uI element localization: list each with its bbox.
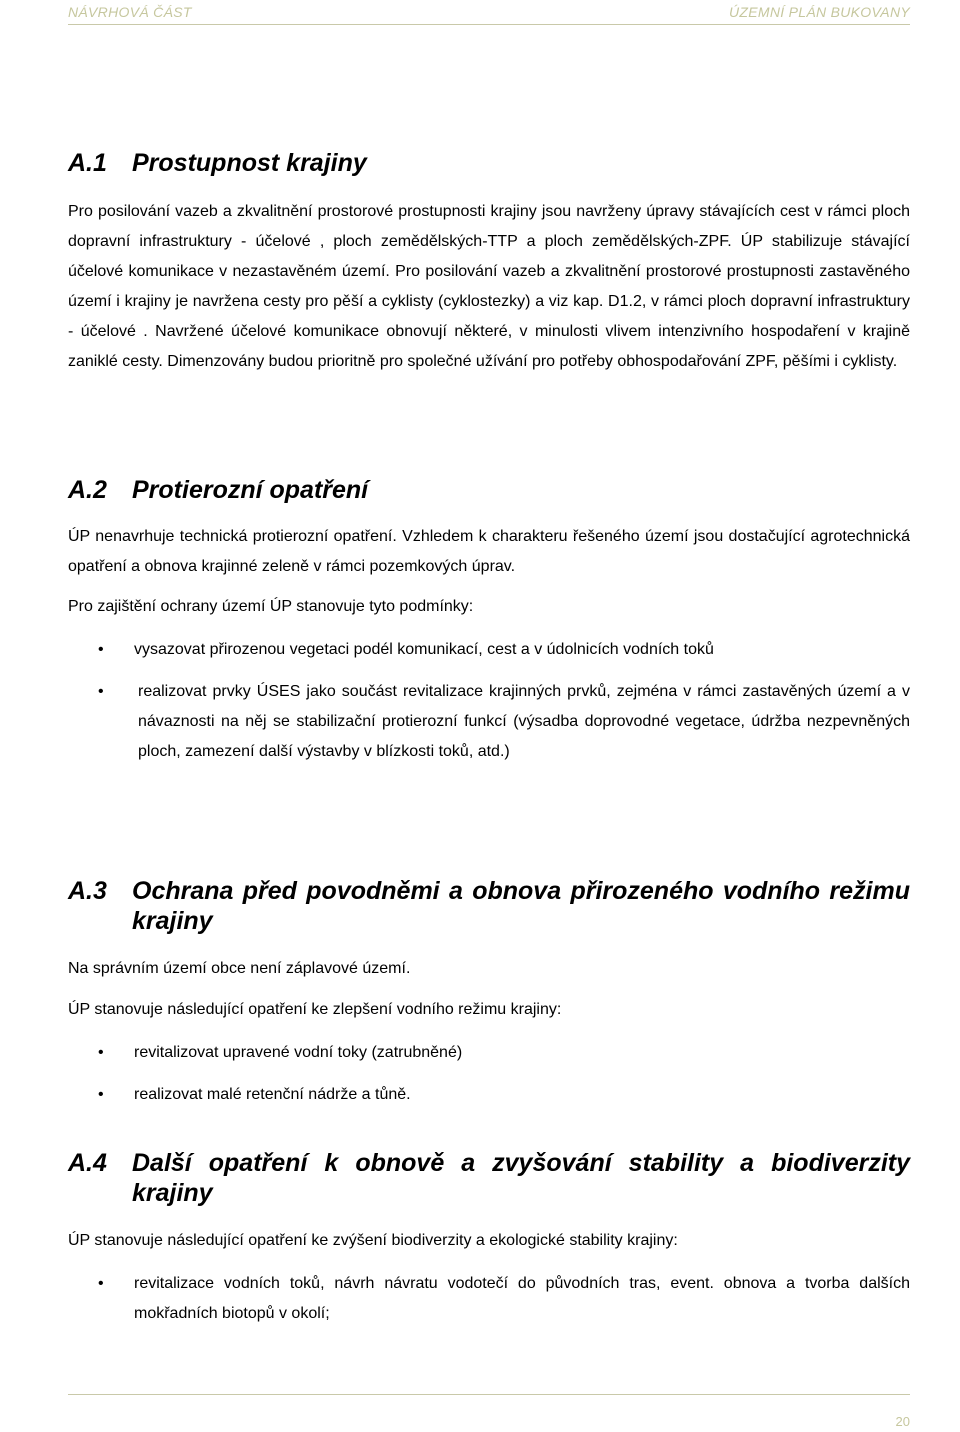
list-item-text: revitalizovat upravené vodní toky (zatrubněné) [134, 1044, 463, 1061]
section-heading-a3 [68, 876, 910, 936]
bullet-icon: • [98, 641, 104, 658]
section-heading-a4 [68, 1148, 910, 1208]
section-number: A.4 [68, 1149, 107, 1177]
page-header [68, 2, 910, 25]
section-heading-a1 [68, 148, 910, 178]
list-item-text: realizovat prvky ÚSES jako součást revitalizace krajinných prvků, zejména v rámci zastavěných území a v návaznosti na něj se stabilizační protierozní funkcí (výsadba doprovodné vegetace, údržba nezpevněných ploch, zamezení další výstavby v blízkosti toků, atd.) [138, 683, 910, 760]
list-item [68, 1080, 910, 1110]
bullet-icon: • [98, 1044, 104, 1061]
section-a3-paragraph-1: Na správním území obce není záplavové území. [68, 960, 411, 977]
footer-divider [68, 1394, 910, 1395]
list-item-text: realizovat malé retenční nádrže a tůně. [134, 1086, 411, 1103]
list-item [68, 1038, 910, 1068]
list-item [68, 635, 910, 665]
list-item-text: vysazovat přirozenou vegetaci podél komunikací, cest a v údolnicích vodních toků [134, 641, 714, 658]
list-item [68, 677, 910, 767]
section-a1-paragraph: Pro posilování vazeb a zkvalitnění prostorové prostupnosti krajiny jsou navrženy úpravy stávajících cest v rámci ploch dopravní infrastruktury - účelové , ploch zemědělských-TTP a ploch zemědělských-ZPF. ÚP stabilizuje stávající účelové komunikace v nezastavěném území. Pro posilování vazeb a zkvalitnění prostorové prostupnosti zastavěného území i krajiny je navržena cesty pro pěší a cyklisty (cyklostezky) a viz kap. D1.2, v rámci ploch dopravní infrastruktury - účelové . Navržené účelové komunikace obnovují některé, v minulosti vlivem intenzivního hospodaření v krajině zaniklé cesty. Dimenzovány budou prioritně pro společné užívání pro potřeby obhospodařování ZPF, pěšími i cyklisty. [68, 203, 910, 370]
bullet-icon: • [98, 1275, 104, 1292]
list-item [68, 1269, 910, 1329]
page-number: 20 [895, 1414, 910, 1429]
bullet-icon: • [98, 1086, 104, 1103]
section-number: A.3 [68, 877, 107, 905]
list-item-text: revitalizace vodních toků, návrh návratu vodotečí do původních tras, event. obnova a tvorba dalších mokřadních biotopů v okolí; [134, 1275, 910, 1322]
section-a3-paragraph-2: ÚP stanovuje následující opatření ke zlepšení vodního režimu krajiny: [68, 1001, 562, 1018]
section-a2-paragraph-1: ÚP nenavrhuje technická protierozní opatření. Vzhledem k charakteru řešeného území jsou dostačující agrotechnická opatření a obnova krajinné zeleně v rámci pozemkových úprav. [68, 528, 910, 575]
section-heading-a2 [68, 475, 910, 505]
section-title: Další opatření k obnově a zvyšování stability a biodiverzity krajiny [132, 1149, 910, 1207]
header-right-text: ÚZEMNÍ PLÁN BUKOVANY [728, 4, 910, 20]
bullet-icon: • [98, 683, 104, 700]
section-a4-paragraph-1: ÚP stanovuje následující opatření ke zvýšení biodiverzity a ekologické stability krajiny: [68, 1232, 678, 1249]
section-title: Ochrana před povodněmi a obnova přirozeného vodního režimu krajiny [132, 877, 910, 935]
section-number: A.2 [68, 476, 107, 504]
header-left-text: NÁVRHOVÁ ČÁST [68, 4, 192, 20]
section-a2-paragraph-2: Pro zajištění ochrany území ÚP stanovuje tyto podmínky: [68, 598, 474, 615]
section-title: Protierozní opatření [132, 476, 369, 504]
section-title: Prostupnost krajiny [132, 149, 367, 177]
section-number: A.1 [68, 149, 107, 177]
